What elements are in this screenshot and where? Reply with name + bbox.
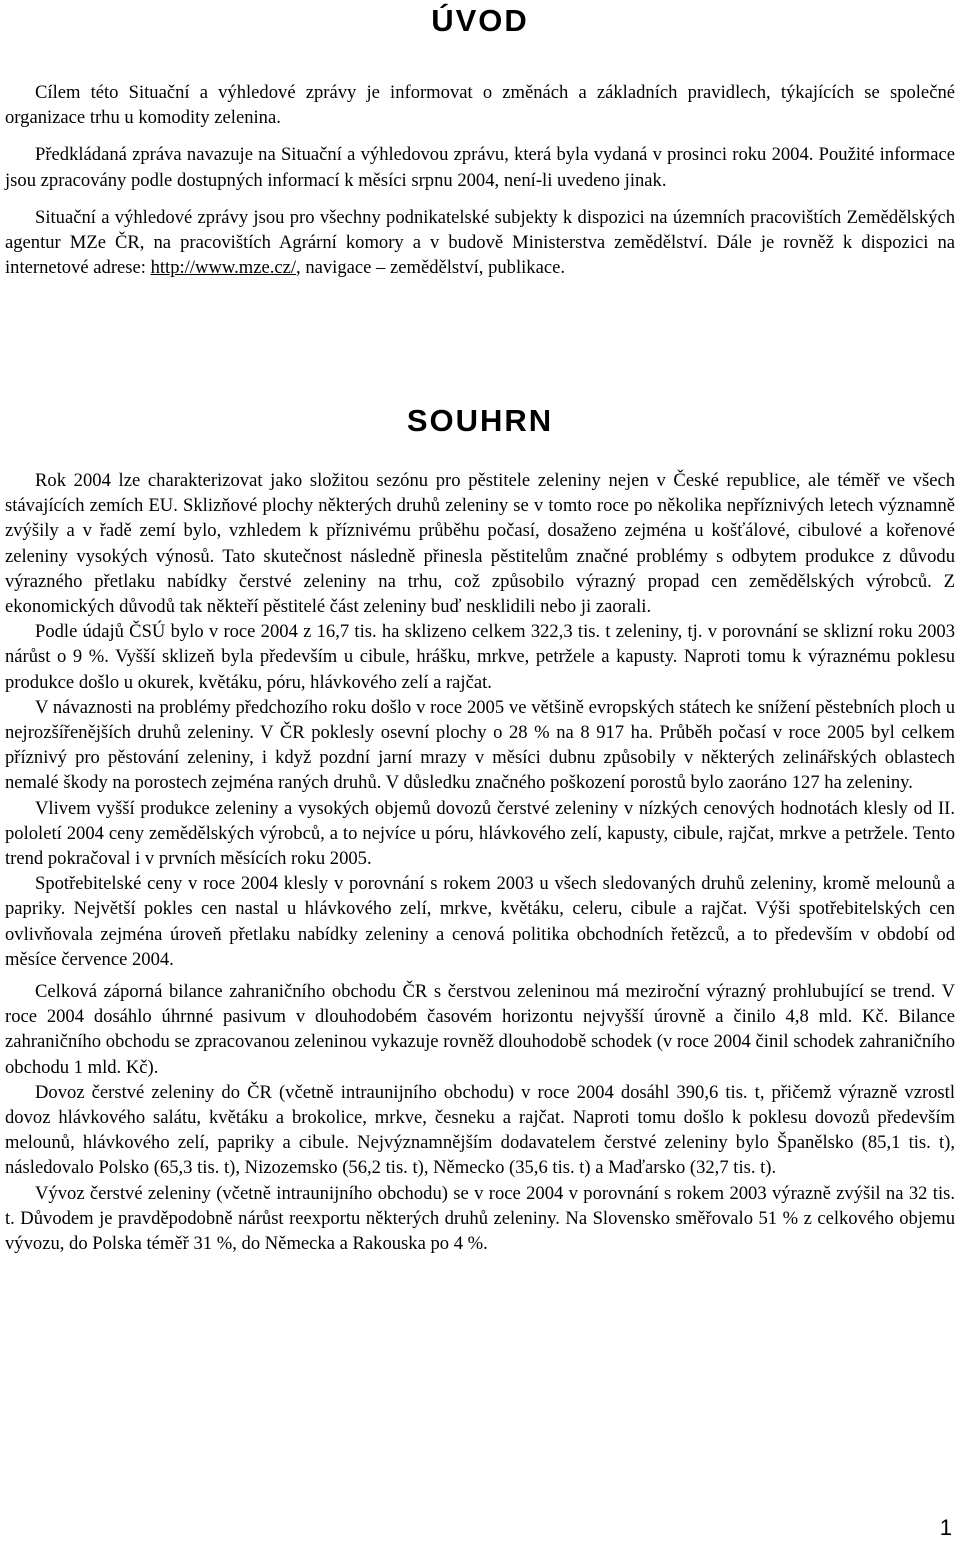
- section-title-uvod: ÚVOD: [431, 3, 529, 38]
- uvod-paragraph-2: Předkládaná zpráva navazuje na Situační a výhledovou zprávu, která byla vydaná v prosinci roku 2004. Použité informace jsou zpracovány podle dostupných informací k měsíci srpnu 2004, není-li uvedeno jinak.: [5, 144, 955, 191]
- souhrn-paragraph-1: Rok 2004 lze charakterizovat jako složitou sezónu pro pěstitele zeleniny nejen v České republice, ale téměř ve všech stávajících zemích EU. Sklizňové plochy některých druhů zeleniny se v tomto roce po několika nepříznivých letech významně zvýšily a v řadě zemí bylo, vzhledem k příznivému průběhu počasí, dosaženo zejména u košťálové, cibulové a kořenové zeleniny vysokých výnosů. Tato skutečnost následně přinesla pěstitelům značné problémy s odbytem produkce z důvodu výrazného přetlaku nabídky čerstvé zeleniny na trhu, což způsobilo výrazný propad cen zemědělských výrobců. Z ekonomických důvodů tak někteří pěstitelé část zeleniny buď nesklidili nebo ji zaorali.: [5, 470, 955, 618]
- uvod-paragraph-3-tail: , navigace – zemědělství, publikace.: [296, 257, 566, 279]
- souhrn-paragraph-2: Podle údajů ČSÚ bylo v roce 2004 z 16,7 tis. ha sklizeno celkem 322,3 tis. t zeleniny, tj. v porovnání se sklizní roku 2003 nárůst o 9 %. Vyšší sklizeň byla především u cibule, hrášku, mrkve, petržele a kapusty. Naproti tomu k výraznému poklesu produkce došlo u okurek, květáku, póru, hlávkového zelí a rajčat.: [5, 621, 955, 693]
- uvod-paragraph-1: Cílem této Situační a výhledové zprávy je informovat o změnách a základních pravidlech, týkajících se společné organizace trhu u komodity zelenina.: [5, 82, 955, 129]
- uvod-section: [5, 80, 955, 280]
- page-number: 1: [939, 1515, 952, 1540]
- souhrn-paragraph-5: Spotřebitelské ceny v roce 2004 klesly v porovnání s rokem 2003 u všech sledovaných druhů zeleniny, kromě melounů a papriky. Největší pokles cen nastal u hlávkového zelí, mrkve, květáku, celeru, cibule a rajčat. Výši spotřebitelských cen ovlivňovala zejména úroveň přetlaku nabídky zeleniny a cenová politika obchodních řetězců, a to především v období od měsíce července 2004.: [5, 873, 955, 970]
- souhrn-paragraph-4: Vlivem vyšší produkce zeleniny a vysokých objemů dovozů čerstvé zeleniny v nízkých cenových hodnotách klesly od II. pololetí 2004 ceny zemědělských výrobců, a to nejvíce u póru, hlávkového zelí, kapusty, cibule, rajčat, mrkve a petržele. Tento trend pokračoval i v prvních měsících roku 2005.: [5, 797, 955, 870]
- uvod-paragraph-3-text: Situační a výhledové zprávy jsou pro všechny podnikatelské subjekty k dispozici na územních pracovištích Zemědělských agentur MZe ČR, na pracovištích Agrární komory a v budově Ministerstva zemědělství. Dále je rovněž k dispozici na internetové adrese:: [5, 206, 955, 279]
- souhrn-paragraph-7: Dovoz čerstvé zeleniny do ČR (včetně intraunijního obchodu) v roce 2004 dosáhl 390,6 tis. t, přičemž výrazně vzrostl dovoz hlávkového salátu, květáku a brokolice, mrkve, česneku a rajčat. Naproti tomu došlo k poklesu dovozů především melounů, hlávkového zelí, papriky a cibule. Nejvýznamnějším dodavatelem čerstvé zeleniny bylo Španělsko (85,1 tis. t), následovalo Polsko (65,3 tis. t), Nizozemsko (56,2 tis. t), Německo (35,6 tis. t) a Maďarsko (32,7 tis. t).: [5, 1081, 955, 1179]
- souhrn-section: [5, 468, 955, 1256]
- uvod-paragraph-3: [5, 205, 955, 281]
- souhrn-paragraph-8: Vývoz čerstvé zeleniny (včetně intraunijního obchodu) se v roce 2004 v porovnání s rokem 2003 výrazně zvýšil na 32 tis. t. Důvodem je pravděpodobně nárůst reexportu některých druhů zeleniny. Na Slovensko směřovalo 51 % z celkového objemu vývozu, do Polska téměř 31 %, do Německa a Rakouska po 4 %.: [5, 1182, 955, 1255]
- souhrn-paragraph-6: Celková záporná bilance zahraničního obchodu ČR s čerstvou zeleninou má meziroční výrazný prohlubující se trend. V roce 2004 dosáhlo úhrnné pasivum v dlouhodobém časovém horizontu nejvyšší úrovně a činilo 4,8 mld. Kč. Bilance zahraničního obchodu se zpracovanou zeleninou vykazuje rovněž dlouhodobě schodek (v roce 2004 činil schodek zahraničního obchodu 1 mld. Kč).: [5, 981, 955, 1078]
- section-title-souhrn: SOUHRN: [406, 403, 554, 438]
- mze-link[interactable]: http://www.mze.cz/: [150, 257, 297, 279]
- souhrn-paragraph-3: V návaznosti na problémy předchozího roku došlo v roce 2005 ve většině evropských státech ke snížení pěstebních ploch u nejrozšířenějších druhů zeleniny. V ČR poklesly osevní plochy o 28 % na 8 917 ha. Průběh počasí v roce 2005 byl celkem příznivý pro pěstování zeleniny, i když pozdní jarní mrazy v měsíci dubnu způsobily v některých zelinářských oblastech nemalé škody na porostech zejména raných druhů. V důsledku značného poškození porostů bylo zaoráno 127 ha zeleniny.: [5, 696, 955, 794]
